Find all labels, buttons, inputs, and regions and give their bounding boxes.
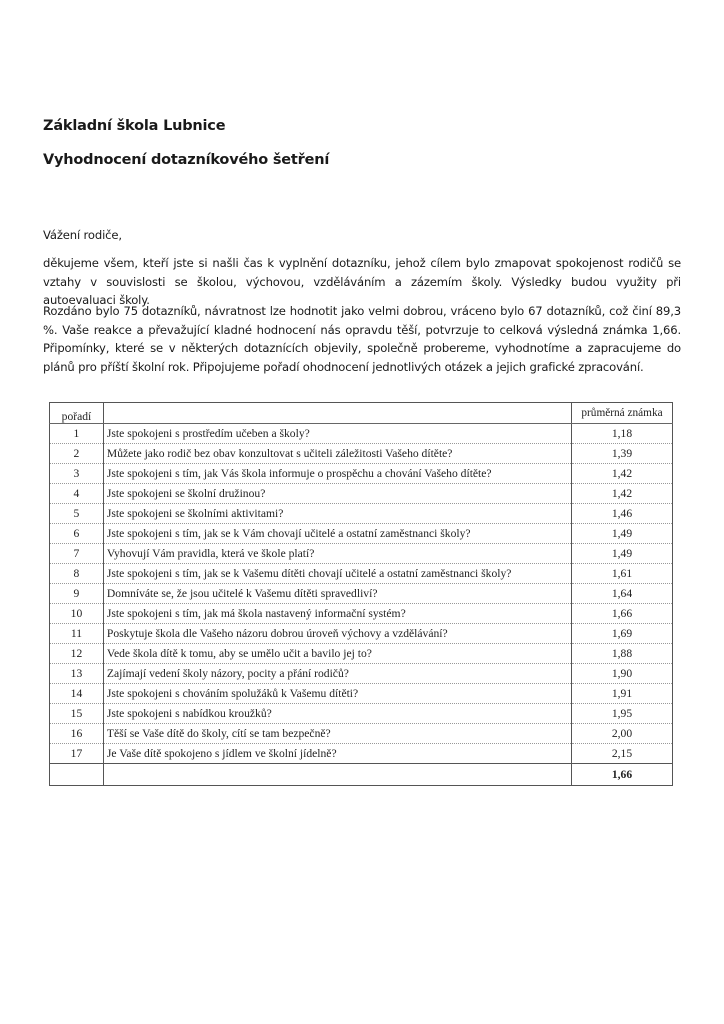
rank-cell: 14 xyxy=(50,684,104,704)
table-row xyxy=(50,744,673,764)
grade-cell: 1,69 xyxy=(572,624,673,644)
rank-cell: 11 xyxy=(50,624,104,644)
table-header-row xyxy=(50,403,673,424)
grade-cell: 1,61 xyxy=(572,564,673,584)
column-header-rank: pořadí xyxy=(50,403,104,424)
results-paragraph: Rozdáno bylo 75 dotazníků, návratnost lze hodnotit jako velmi dobrou, vráceno bylo 67 dotazníků, což činí 89,3 %. Vaše reakce a převažující kladné hodnocení nás opravdu těší, potvrzuje to celková výsledná známka 1,66. Připomínky, které se v některých dotaznících objevily, společně probereme, vyhodnotíme a zapracujeme do plánů pro příští školní rok. Připojujeme pořadí ohodnocení jednotlivých otázek a jejich grafické zpracování. xyxy=(43,304,681,374)
grade-cell: 1,64 xyxy=(572,584,673,604)
question-cell: Jste spokojeni s tím, jak se k Vašemu dítěti chovají učitelé a ostatní zaměstnanci školy? xyxy=(103,564,571,584)
total-label-cell xyxy=(103,764,571,786)
question-cell: Jste spokojeni s nabídkou kroužků? xyxy=(103,704,571,724)
question-cell: Jste spokojeni s tím, jak se k Vám chovají učitelé a ostatní zaměstnanci školy? xyxy=(103,524,571,544)
rank-cell: 15 xyxy=(50,704,104,724)
grade-cell: 2,15 xyxy=(572,744,673,764)
rank-cell: 5 xyxy=(50,504,104,524)
rank-cell: 8 xyxy=(50,564,104,584)
rank-cell: 6 xyxy=(50,524,104,544)
total-rank-cell xyxy=(50,764,104,786)
question-cell: Můžete jako rodič bez obav konzultovat s učiteli záležitosti Vašeho dítěte? xyxy=(103,444,571,464)
rank-cell: 3 xyxy=(50,464,104,484)
grade-cell: 1,88 xyxy=(572,644,673,664)
rank-cell: 13 xyxy=(50,664,104,684)
question-cell: Je Vaše dítě spokojeno s jídlem ve školní jídelně? xyxy=(103,744,571,764)
table-row xyxy=(50,504,673,524)
grade-cell: 1,95 xyxy=(572,704,673,724)
table-row xyxy=(50,604,673,624)
rank-cell: 9 xyxy=(50,584,104,604)
question-cell: Jste spokojeni se školními aktivitami? xyxy=(103,504,571,524)
question-cell: Jste spokojeni s tím, jak má škola nastavený informační systém? xyxy=(103,604,571,624)
grade-cell: 1,49 xyxy=(572,544,673,564)
grade-cell: 1,42 xyxy=(572,484,673,504)
question-cell: Těší se Vaše dítě do školy, cítí se tam bezpečně? xyxy=(103,724,571,744)
rank-cell: 2 xyxy=(50,444,104,464)
table-row xyxy=(50,704,673,724)
table-row xyxy=(50,584,673,604)
salutation: Vážení rodiče, xyxy=(43,228,122,242)
table-row xyxy=(50,564,673,584)
table-row xyxy=(50,624,673,644)
grade-cell: 1,91 xyxy=(572,684,673,704)
survey-evaluation-heading: Vyhodnocení dotazníkového šetření xyxy=(43,152,330,168)
table-row xyxy=(50,684,673,704)
rank-cell: 10 xyxy=(50,604,104,624)
total-grade-cell: 1,66 xyxy=(572,764,673,786)
question-cell: Jste spokojeni s chováním spolužáků k Vašemu dítěti? xyxy=(103,684,571,704)
question-cell: Zajímají vedení školy názory, pocity a přání rodičů? xyxy=(103,664,571,684)
rank-cell: 12 xyxy=(50,644,104,664)
rank-cell: 1 xyxy=(50,424,104,444)
rank-cell: 16 xyxy=(50,724,104,744)
table-row xyxy=(50,524,673,544)
question-cell: Poskytuje škola dle Vašeho názoru dobrou úroveň výchovy a vzdělávání? xyxy=(103,624,571,644)
grade-cell: 1,39 xyxy=(572,444,673,464)
column-header-average-grade: průměrná známka xyxy=(572,403,673,424)
question-cell: Jste spokojeni se školní družinou? xyxy=(103,484,571,504)
rank-cell: 4 xyxy=(50,484,104,504)
grade-cell: 1,18 xyxy=(572,424,673,444)
survey-results-table xyxy=(49,402,673,786)
grade-cell: 1,90 xyxy=(572,664,673,684)
table-row xyxy=(50,644,673,664)
table-row xyxy=(50,484,673,504)
grade-cell: 1,42 xyxy=(572,464,673,484)
question-cell: Vede škola dítě k tomu, aby se umělo učit a bavilo jej to? xyxy=(103,644,571,664)
grade-cell: 1,46 xyxy=(572,504,673,524)
table-row xyxy=(50,544,673,564)
grade-cell: 1,66 xyxy=(572,604,673,624)
grade-cell: 2,00 xyxy=(572,724,673,744)
table-row xyxy=(50,444,673,464)
question-cell: Vyhovují Vám pravidla, která ve škole platí? xyxy=(103,544,571,564)
question-cell: Jste spokojeni s tím, jak Vás škola informuje o prospěchu a chování Vašeho dítěte? xyxy=(103,464,571,484)
question-cell: Jste spokojeni s prostředím učeben a školy? xyxy=(103,424,571,444)
school-name-heading: Základní škola Lubnice xyxy=(43,118,226,134)
table-row xyxy=(50,664,673,684)
column-header-question xyxy=(103,403,571,424)
table-row xyxy=(50,464,673,484)
intro-paragraph: děkujeme všem, kteří jste si našli čas k vyplnění dotazníku, jehož cílem bylo zmapovat spokojenost rodičů se vztahy v souvislosti se školou, výchovou, vzděláváním a zázemím školy. Výsledky budou využity při autoevaluaci školy. xyxy=(43,256,681,307)
table-row xyxy=(50,724,673,744)
rank-cell: 17 xyxy=(50,744,104,764)
rank-cell: 7 xyxy=(50,544,104,564)
grade-cell: 1,49 xyxy=(572,524,673,544)
question-cell: Domníváte se, že jsou učitelé k Vašemu dítěti spravedliví? xyxy=(103,584,571,604)
table-total-row xyxy=(50,764,673,786)
table-row xyxy=(50,424,673,444)
